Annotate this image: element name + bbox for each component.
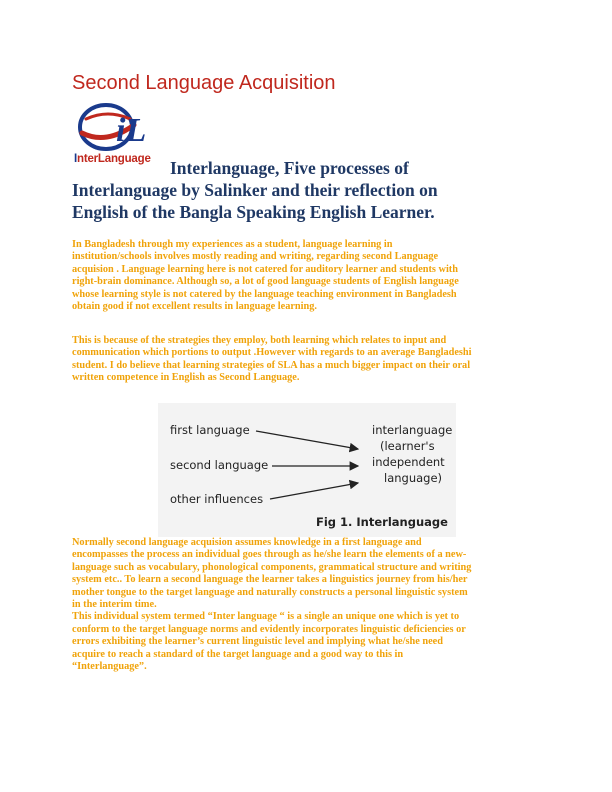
text-line: whose learning style is not catered by the language teaching environment in Bangladesh bbox=[72, 288, 457, 300]
text-line: acquision . Language learning here is not catered for auditory learner and students with bbox=[72, 263, 458, 275]
article-heading bbox=[72, 157, 542, 223]
text-line: institution/schools involves mostly reading and writing, regarding second Language bbox=[72, 251, 439, 263]
text-line: acquire to reach a standard of the target language and a good way to this in bbox=[72, 648, 404, 660]
page-title: Second Language Acquisition bbox=[72, 72, 336, 94]
figure-caption: Fig 1. Interlanguage bbox=[316, 515, 448, 529]
text-line: language such as vocabulary, phonological components, grammatical structure and writing bbox=[72, 561, 472, 573]
paragraph-interlanguage-definition bbox=[72, 537, 552, 673]
arrow-first-language bbox=[256, 431, 358, 449]
heading-line: English of the Bangla Speaking English Learner. bbox=[72, 202, 435, 222]
text-line: system etc.. To learn a second language the learner takes a linguistics journey from his/her bbox=[72, 574, 468, 586]
figure-output-line: (learner's bbox=[380, 439, 435, 453]
logo-caption: InterLanguage bbox=[74, 153, 151, 165]
figure-output-line: language) bbox=[384, 471, 443, 485]
text-line: encompasses the process an individual goes through as he/she learn the elements of a new- bbox=[72, 549, 467, 561]
heading-line: Interlanguage by Salinker and their reflection on bbox=[72, 180, 438, 200]
paragraph-bangladesh-experience bbox=[72, 239, 552, 313]
figure-output-line: independent bbox=[372, 455, 445, 469]
text-line: In Bangladesh through my experiences as a student, language learning in bbox=[72, 239, 393, 250]
logo-emblem-icon bbox=[72, 97, 172, 155]
text-line: in the interim time. bbox=[72, 599, 157, 611]
figure-input-second-language: second language bbox=[170, 458, 269, 472]
arrow-other-influences bbox=[270, 483, 358, 499]
text-line: right-brain dominance. Although so, a lot of good language students of English language bbox=[72, 276, 459, 288]
paragraph-strategies bbox=[72, 335, 552, 385]
logo-brand-text: iL bbox=[116, 112, 147, 149]
text-line: obtain good if not excellent results in language learning. bbox=[72, 301, 317, 313]
figure-input-other-influences: other influences bbox=[170, 492, 264, 506]
text-line: mother tongue to the target language and naturally constructs a personal linguistic system bbox=[72, 586, 468, 598]
text-line: This is because of the strategies they employ, both learning which relates to input and bbox=[72, 335, 447, 346]
figure-input-first-language: first language bbox=[170, 423, 250, 437]
text-line: errors exhibiting the learner’s current linguistic level and implying what he/she need bbox=[72, 636, 443, 648]
text-line: This individual system termed “Inter language “ is a single an unique one which is yet to bbox=[72, 611, 460, 623]
text-line: Normally second language acquision assumes knowledge in a first language and bbox=[72, 537, 422, 548]
text-line: conform to the target language norms and evidently incorporates linguistic deficiencies or bbox=[72, 623, 466, 635]
interlanguage-figure bbox=[158, 403, 456, 537]
text-line: written competence in English as Second Language. bbox=[72, 372, 300, 384]
figure-output-line: interlanguage bbox=[372, 423, 453, 437]
text-line: “Interlanguage”. bbox=[72, 661, 147, 673]
heading-line: Interlanguage, Five processes of bbox=[170, 158, 409, 178]
text-line: communication which portions to output .However with regards to an average Bangladeshi bbox=[72, 347, 472, 359]
text-line: student. I do believe that learning strategies of SLA has a much bigger impact on their oral bbox=[72, 359, 471, 371]
